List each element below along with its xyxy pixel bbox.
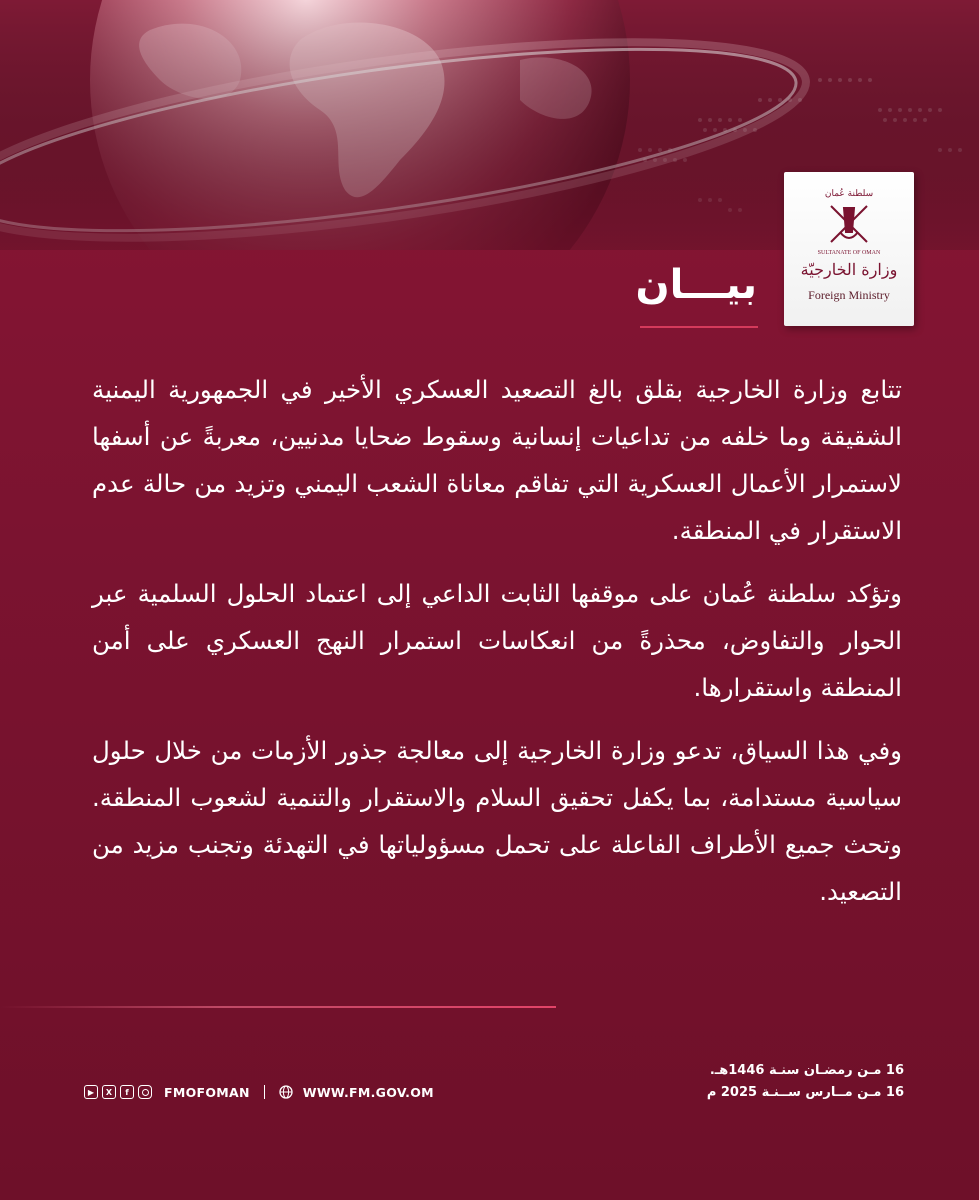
globe-icon xyxy=(279,1085,293,1099)
paragraph-1: تتابع وزارة الخارجية بقلق بالغ التصعيد العسكري الأخير في الجمهورية اليمنية الشقيقة وما خلفه من تداعيات إنسانية وسقوط ضحايا مدنيين، معربةً عن أسفها لاستمرار الأعمال العسكرية التي تفاقم معاناة الشعب اليمني وتزيد من حالة عدم الاستقرار في المنطقة. xyxy=(92,375,902,545)
website-link[interactable]: WWW.FM.GOV.OM xyxy=(302,1084,434,1100)
oman-emblem-icon xyxy=(784,178,914,258)
footer-separator xyxy=(264,1085,265,1099)
emblem-text-bottom: SULTANATE OF OMAN xyxy=(817,250,881,256)
statement-body xyxy=(92,366,902,931)
paragraph-3: وفي هذا السياق، تدعو وزارة الخارجية إلى معالجة جذور الأزمات من خلال حلول سياسية مستدامة، بما يكفل تحقيق السلام والاستقرار والتنمية لشعوب المنطقة. وتحث جميع الأطراف الفاعلة على تحمل مسؤولياتها في التهدئة وتجنب مزيد من التصعيد. xyxy=(92,736,902,906)
title-underline xyxy=(640,326,758,328)
ministry-logo-card xyxy=(784,172,914,326)
footer-links xyxy=(84,1081,434,1103)
date-gregorian: 16 مـن مــارس ســنـة 2025 م xyxy=(706,1085,904,1100)
date-hijri: 16 مـن رمضـان سنـة 1446هـ. xyxy=(709,1063,904,1078)
page-title: بيـــان xyxy=(635,262,757,308)
instagram-icon[interactable] xyxy=(138,1085,152,1099)
youtube-icon[interactable]: ▶ xyxy=(84,1085,98,1099)
social-handle[interactable]: FMOFOMAN xyxy=(164,1084,250,1100)
ministry-arabic-name: وزارة الخارجيّة xyxy=(800,260,898,279)
ministry-english-name: Foreign Ministry xyxy=(808,288,890,302)
paragraph-2: وتؤكد سلطنة عُمان على موقفها الثابت الداعي إلى اعتماد الحلول السلمية عبر الحوار والتفاوض، محذرةً من انعكاسات استمرار النهج العسكري على أمن المنطقة واستقرارها. xyxy=(92,579,902,702)
facebook-icon[interactable]: f xyxy=(120,1085,134,1099)
emblem-text-top: سلطنة عُمان xyxy=(824,189,874,199)
divider xyxy=(0,1006,556,1008)
x-icon[interactable]: X xyxy=(102,1085,116,1099)
